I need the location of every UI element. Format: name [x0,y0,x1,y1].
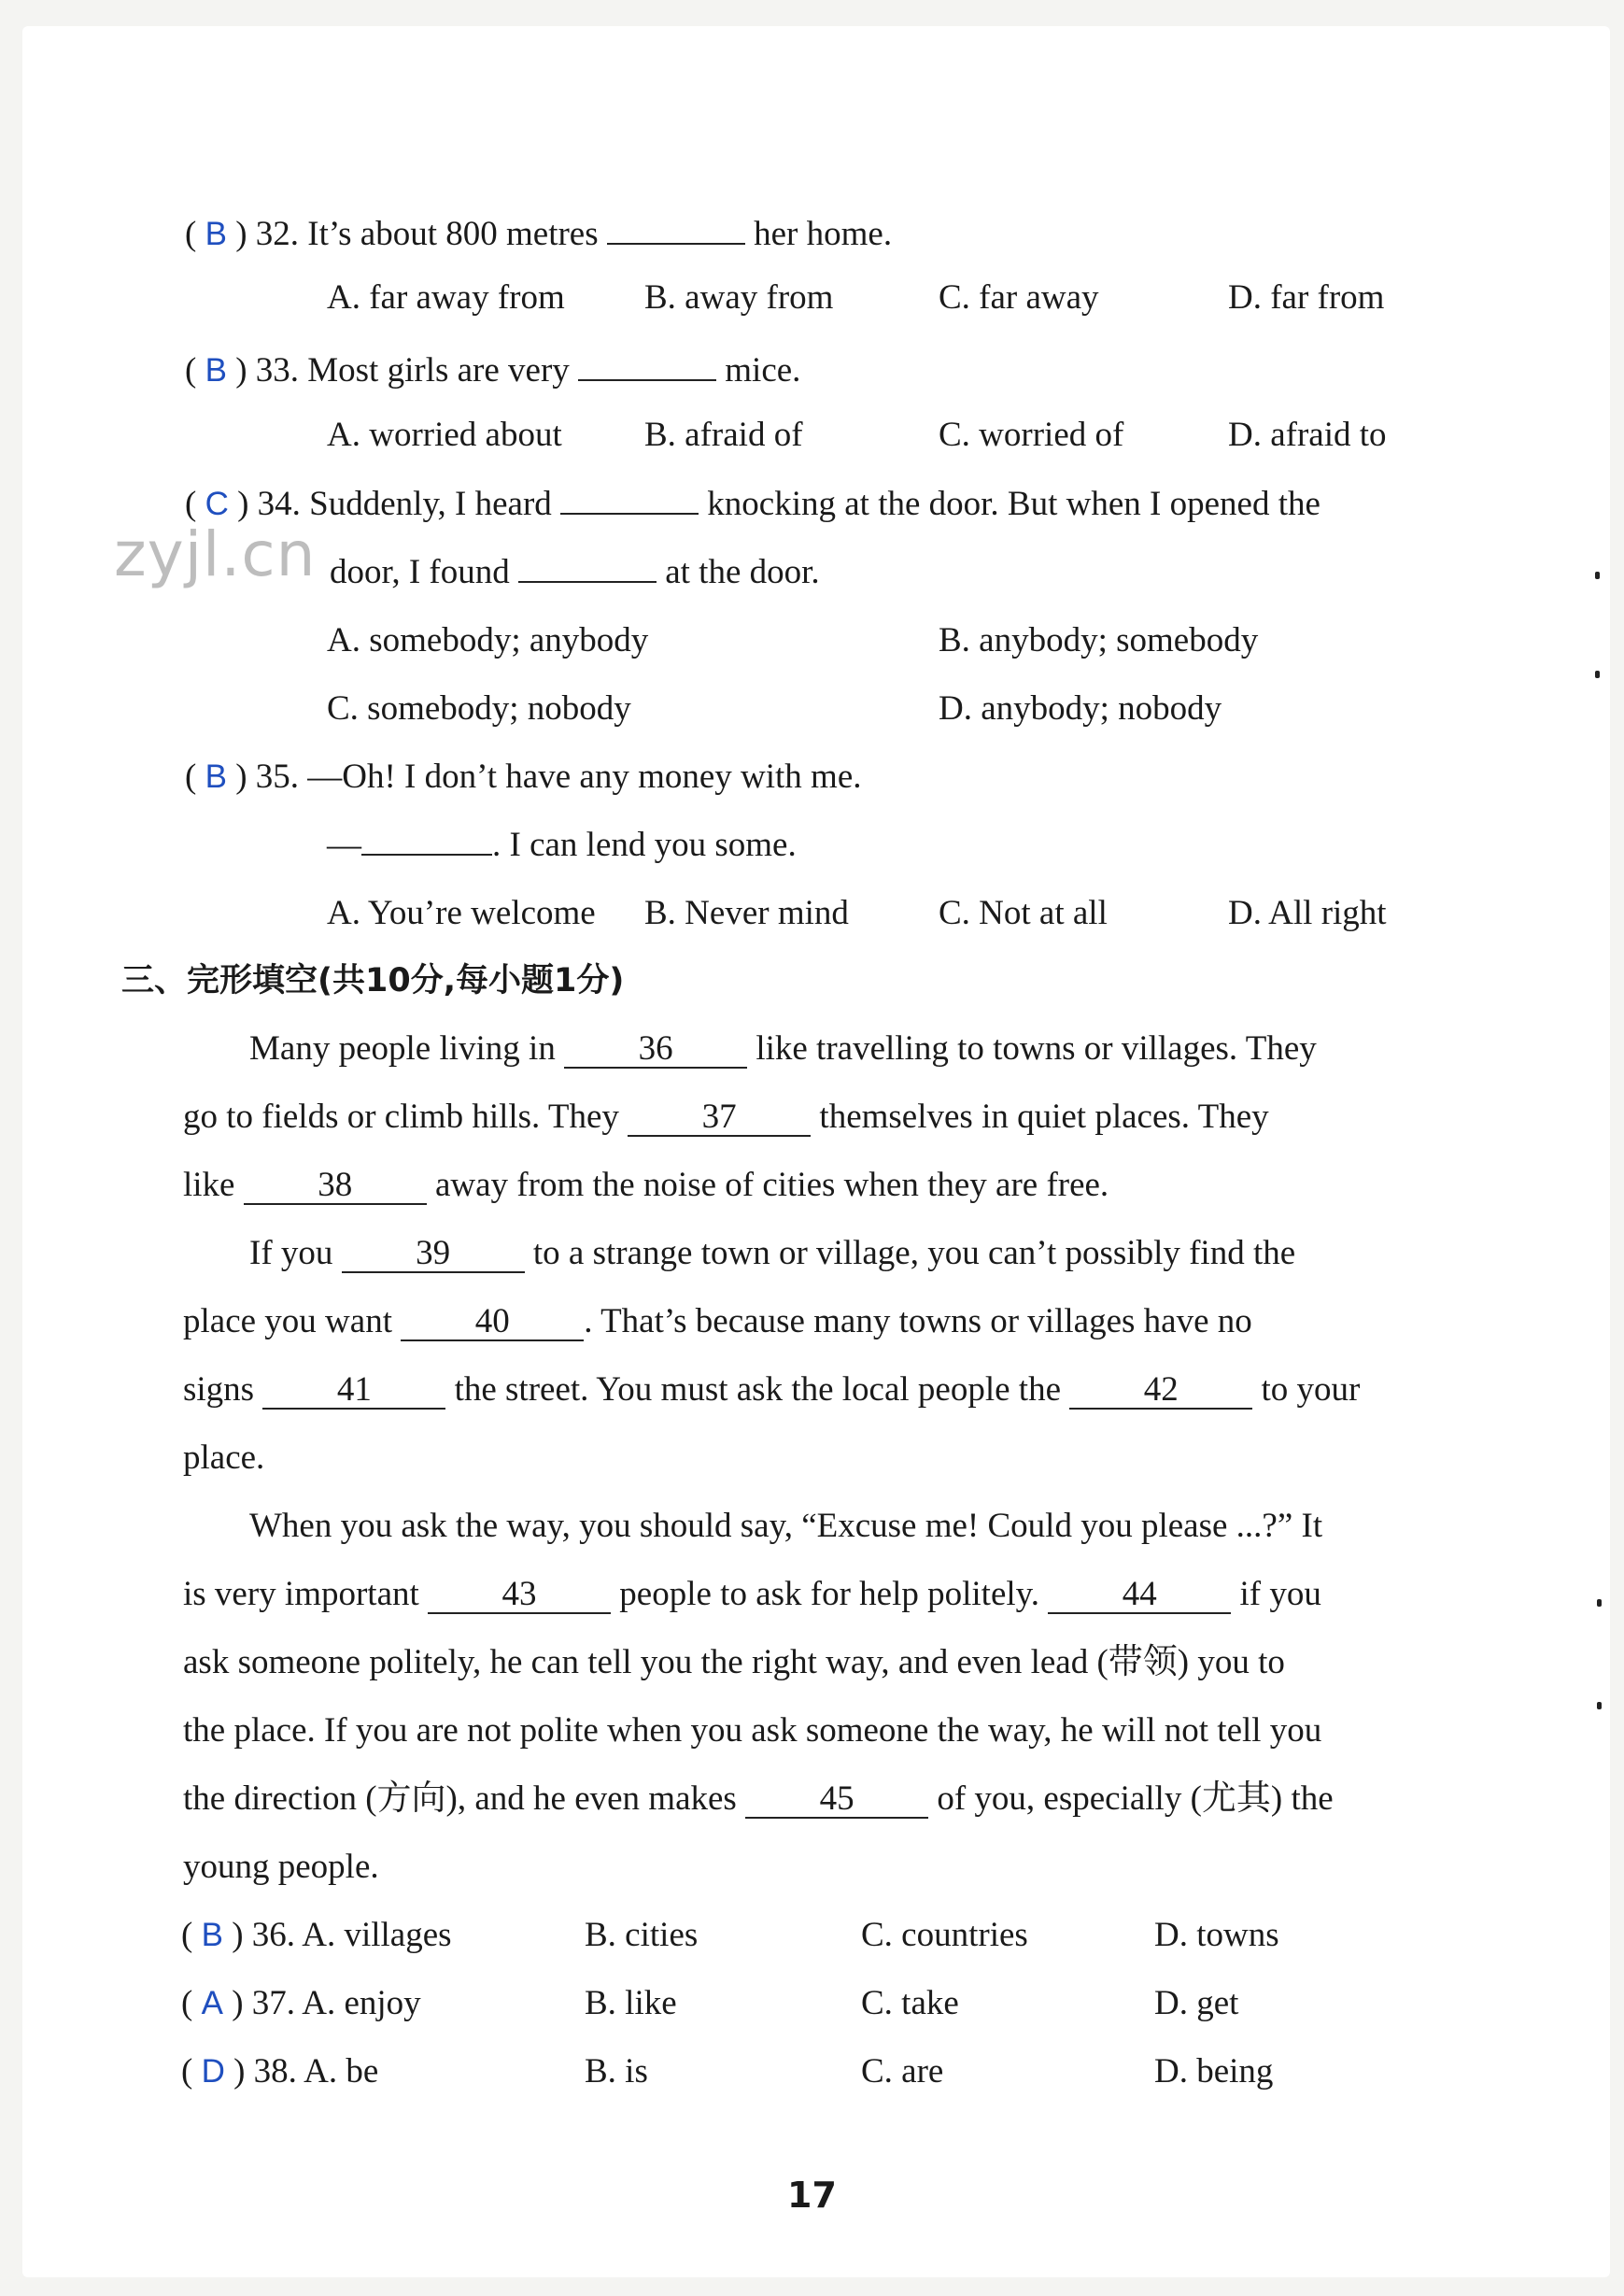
question-37: ( A ) 37. A. enjoy [181,1984,421,2022]
passage-line: If you 39 to a strange town or village, you can’t possibly find the [249,1234,1296,1272]
blank-44: 44 [1048,1577,1231,1614]
binding-mark [1597,1702,1602,1709]
blank-39: 39 [342,1236,525,1273]
option-32d: D. far from [1228,278,1385,317]
passage-line: place you want 40 . That’s because many towns or villages have no [183,1302,1252,1340]
option-33c: C. worried of [939,416,1124,454]
passage-line: is very important 43 people to ask for help politely. 44 if you [183,1575,1321,1613]
option-32c: C. far away [939,278,1099,317]
option-36b: B. cities [585,1916,699,1954]
binding-mark [1595,671,1600,678]
answer-36: B [201,1917,223,1953]
option-37b: B. like [585,1984,677,2022]
blank-40: 40 [401,1304,584,1341]
passage-line: the place. If you are not polite when you ask someone the way, he will not tell you [183,1711,1322,1750]
blank-45: 45 [745,1781,928,1819]
passage-line: ask someone politely, he can tell you the right way, and even lead (带领) you to [183,1643,1285,1681]
option-34b: B. anybody; somebody [939,621,1259,659]
blank [518,553,657,583]
answer-38: D [201,2053,225,2090]
passage-line: like 38 away from the noise of cities when they are free. [183,1166,1109,1204]
page-number: 17 [787,2175,837,2216]
question-34: ( C ) 34. Suddenly, I heard knocking at the door. But when I opened the [185,485,1320,523]
blank-37: 37 [628,1099,811,1137]
question-38: ( D ) 38. A. be [181,2052,379,2090]
passage-line: young people. [183,1848,379,1886]
question-35-line2: — . I can lend you some. [327,826,797,864]
option-33a: A. worried about [327,416,562,454]
blank-42: 42 [1069,1372,1252,1410]
blank [361,826,492,856]
question-36: ( B ) 36. A. villages [181,1916,452,1954]
question-35: ( B ) 35. —Oh! I don’t have any money with me. [185,758,862,796]
blank-43: 43 [428,1577,611,1614]
passage-line: Many people living in 36 like travelling to towns or villages. They [249,1029,1317,1068]
option-35c: C. Not at all [939,894,1108,932]
option-38b: B. is [585,2052,648,2090]
blank [578,351,716,381]
option-38c: C. are [861,2052,944,2090]
answer-33: B [205,352,227,389]
answer-32: B [205,216,227,252]
option-32a: A. far away from [327,278,565,317]
option-36c: C. countries [861,1916,1028,1954]
option-37c: C. take [861,1984,959,2022]
binding-mark [1595,572,1600,579]
passage-line: When you ask the way, you should say, “Excuse me! Could you please ...?” It [249,1507,1323,1545]
option-33d: D. afraid to [1228,416,1387,454]
option-34a: A. somebody; anybody [327,621,649,659]
option-35d: D. All right [1228,894,1387,932]
option-37d: D. get [1154,1984,1239,2022]
option-34c: C. somebody; nobody [327,689,631,728]
option-35b: B. Never mind [644,894,849,932]
option-38d: D. being [1154,2052,1274,2090]
answer-35: B [205,758,227,795]
question-32: ( B ) 32. It’s about 800 metres her home. [185,215,893,253]
binding-mark [1597,1599,1602,1607]
option-35a: A. You’re welcome [327,894,596,932]
answer-34: C [205,486,229,522]
question-33: ( B ) 33. Most girls are very mice. [185,351,801,390]
question-34-line2: door, I found at the door. [330,553,820,591]
option-32b: B. away from [644,278,834,317]
blank-38: 38 [244,1168,427,1205]
blank-36: 36 [564,1031,747,1069]
passage-line: place. [183,1439,265,1477]
option-36d: D. towns [1154,1916,1279,1954]
passage-line: go to fields or climb hills. They 37 themselves in quiet places. They [183,1098,1269,1136]
option-34d: D. anybody; nobody [939,689,1222,728]
answer-37: A [201,1985,223,2021]
blank [560,485,699,515]
option-33b: B. afraid of [644,416,803,454]
section-title: 三、完形填空(共10分,每小题1分) [121,962,625,999]
passage-line: signs 41 the street. You must ask the local people the 42 to your [183,1370,1361,1409]
blank [607,215,745,245]
passage-line: the direction (方向), and he even makes 45 of you, especially (尤其) the [183,1779,1334,1818]
blank-41: 41 [262,1372,445,1410]
watermark: zyjl.cn [114,518,317,590]
